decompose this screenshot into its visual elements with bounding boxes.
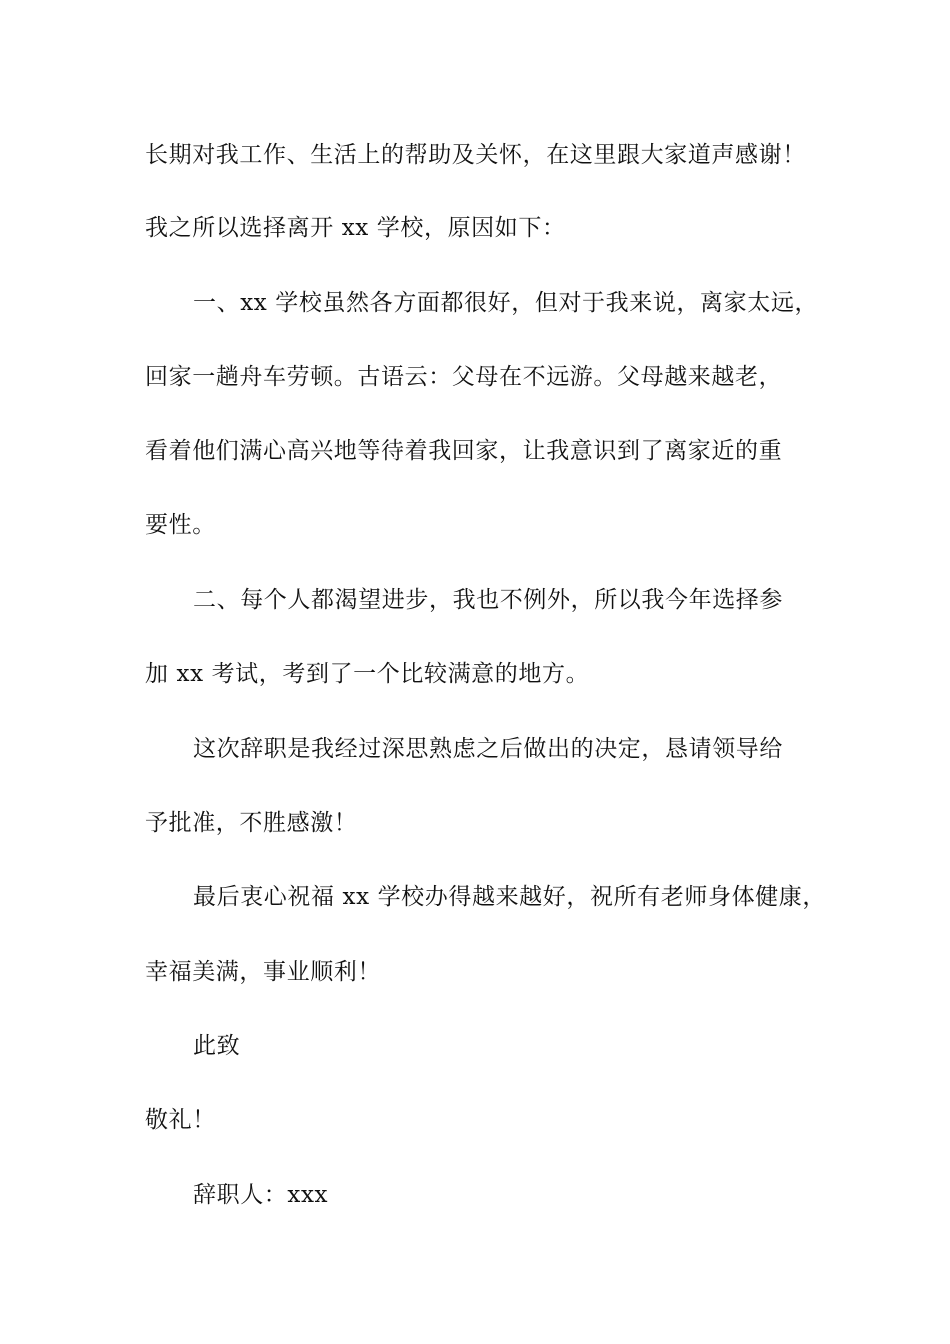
text-line: 一、xx 学校虽然各方面都很好，但对于我来说，离家太远，	[193, 290, 819, 316]
text-line: 加 xx 考试，考到了一个比较满意的地方。	[145, 661, 590, 687]
text-line: 二、每个人都渴望进步，我也不例外，所以我今年选择参	[193, 587, 783, 613]
text-line: 回家一趟舟车劳顿。古语云：父母在不远游。父母越来越老，	[145, 364, 783, 390]
text-line: 长期对我工作、生活上的帮助及关怀，在这里跟大家道声感谢！	[145, 142, 806, 168]
signature-line: 辞职人：xxx	[193, 1182, 329, 1208]
text-line: 看着他们满心高兴地等待着我回家，让我意识到了离家近的重	[145, 438, 783, 464]
closing-line: 此致	[193, 1033, 241, 1059]
text-line: 予批准，不胜感激！	[145, 810, 358, 836]
text-line: 这次辞职是我经过深思熟虑之后做出的决定，恳请领导给	[193, 736, 783, 762]
text-line: 幸福美满，事业顺利！	[145, 959, 381, 985]
text-line: 要性。	[145, 512, 216, 538]
salutation-line: 敬礼！	[145, 1107, 216, 1133]
text-line: 我之所以选择离开 xx 学校，原因如下：	[145, 215, 566, 241]
text-line: 最后衷心祝福 xx 学校办得越来越好，祝所有老师身体健康，	[193, 884, 826, 910]
